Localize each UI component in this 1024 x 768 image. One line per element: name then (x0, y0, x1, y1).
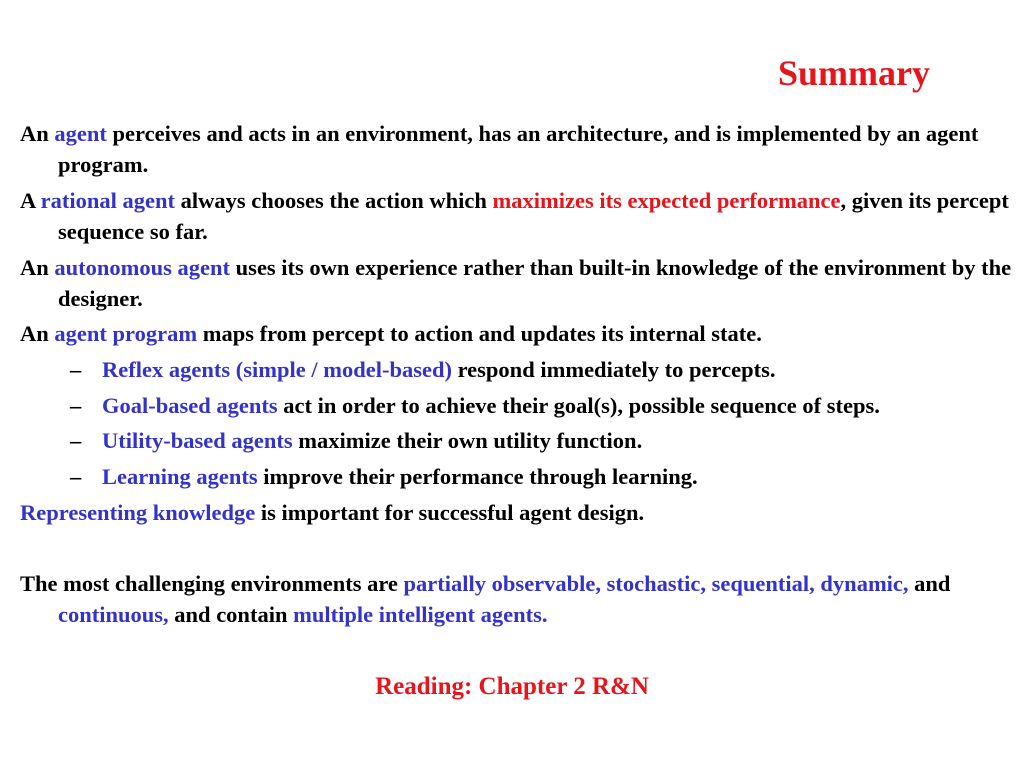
term-agent-program: agent program (54, 321, 198, 346)
text-fragment: and contain (168, 602, 294, 627)
term-utility-based-agents: Utility-based agents (102, 428, 293, 453)
text-fragment: An (20, 121, 55, 146)
dash-bullet: – (70, 428, 82, 453)
text-fragment: maximize their own utility function. (292, 428, 643, 453)
summary-point-autonomous-agent (20, 252, 1024, 314)
term-environment-properties: partially observable, stochastic, sequential, dynamic, (403, 571, 909, 596)
term-representing-knowledge: Representing knowledge (20, 500, 256, 525)
text-fragment: An (20, 255, 55, 280)
bullet-utility-based-agents (70, 425, 1020, 456)
text-fragment: maps from percept to action and updates its internal state. (197, 321, 762, 346)
dash-bullet: – (70, 464, 82, 489)
text-fragment: improve their performance through learning. (257, 464, 698, 489)
text-fragment: A (20, 188, 41, 213)
dash-bullet: – (70, 393, 82, 418)
text-fragment: is important for successful agent design. (255, 500, 645, 525)
text-fragment: The most challenging environments are (20, 571, 404, 596)
term-goal-based-agents: Goal-based agents (102, 393, 278, 418)
term-autonomous-agent: autonomous agent (54, 255, 231, 280)
bullet-reflex-agents (70, 354, 1020, 385)
text-fragment: and (908, 571, 951, 596)
summary-point-agent-program (20, 318, 1024, 349)
text-fragment: act in order to achieve their goal(s), possible sequence of steps. (277, 393, 880, 418)
bullet-learning-agents (70, 461, 1020, 492)
text-fragment: , given its percept sequence so far. (58, 188, 1009, 244)
term-learning-agents: Learning agents (102, 464, 258, 489)
term-reflex-agents: Reflex agents (simple / model-based) (102, 357, 452, 382)
text-fragment: perceives and acts in an environment, has an architecture, and is implemented by an agent program. (58, 121, 979, 177)
text-fragment: uses its own experience rather than built-in knowledge of the environment by the designer. (58, 255, 1012, 311)
summary-point-agent (20, 118, 1024, 180)
text-fragment: always chooses the action which (175, 188, 493, 213)
text-fragment: An (20, 321, 55, 346)
slide-title: Summary (778, 53, 930, 93)
text-fragment: respond immediately to percepts. (451, 357, 776, 382)
term-continuous: continuous, (58, 602, 169, 627)
highlight-maximizes-performance: maximizes its expected performance (492, 188, 841, 213)
dash-bullet: – (70, 357, 82, 382)
term-rational-agent: rational agent (40, 188, 176, 213)
summary-point-rational-agent (20, 185, 1024, 247)
reading-reference: Reading: Chapter 2 R&N (375, 673, 649, 700)
term-multiple-agents: multiple intelligent agents. (293, 602, 548, 627)
summary-point-challenging-environments (20, 568, 1024, 630)
summary-point-representing-knowledge (20, 497, 1024, 528)
term-agent: agent (54, 121, 107, 146)
bullet-goal-based-agents (70, 390, 1020, 421)
